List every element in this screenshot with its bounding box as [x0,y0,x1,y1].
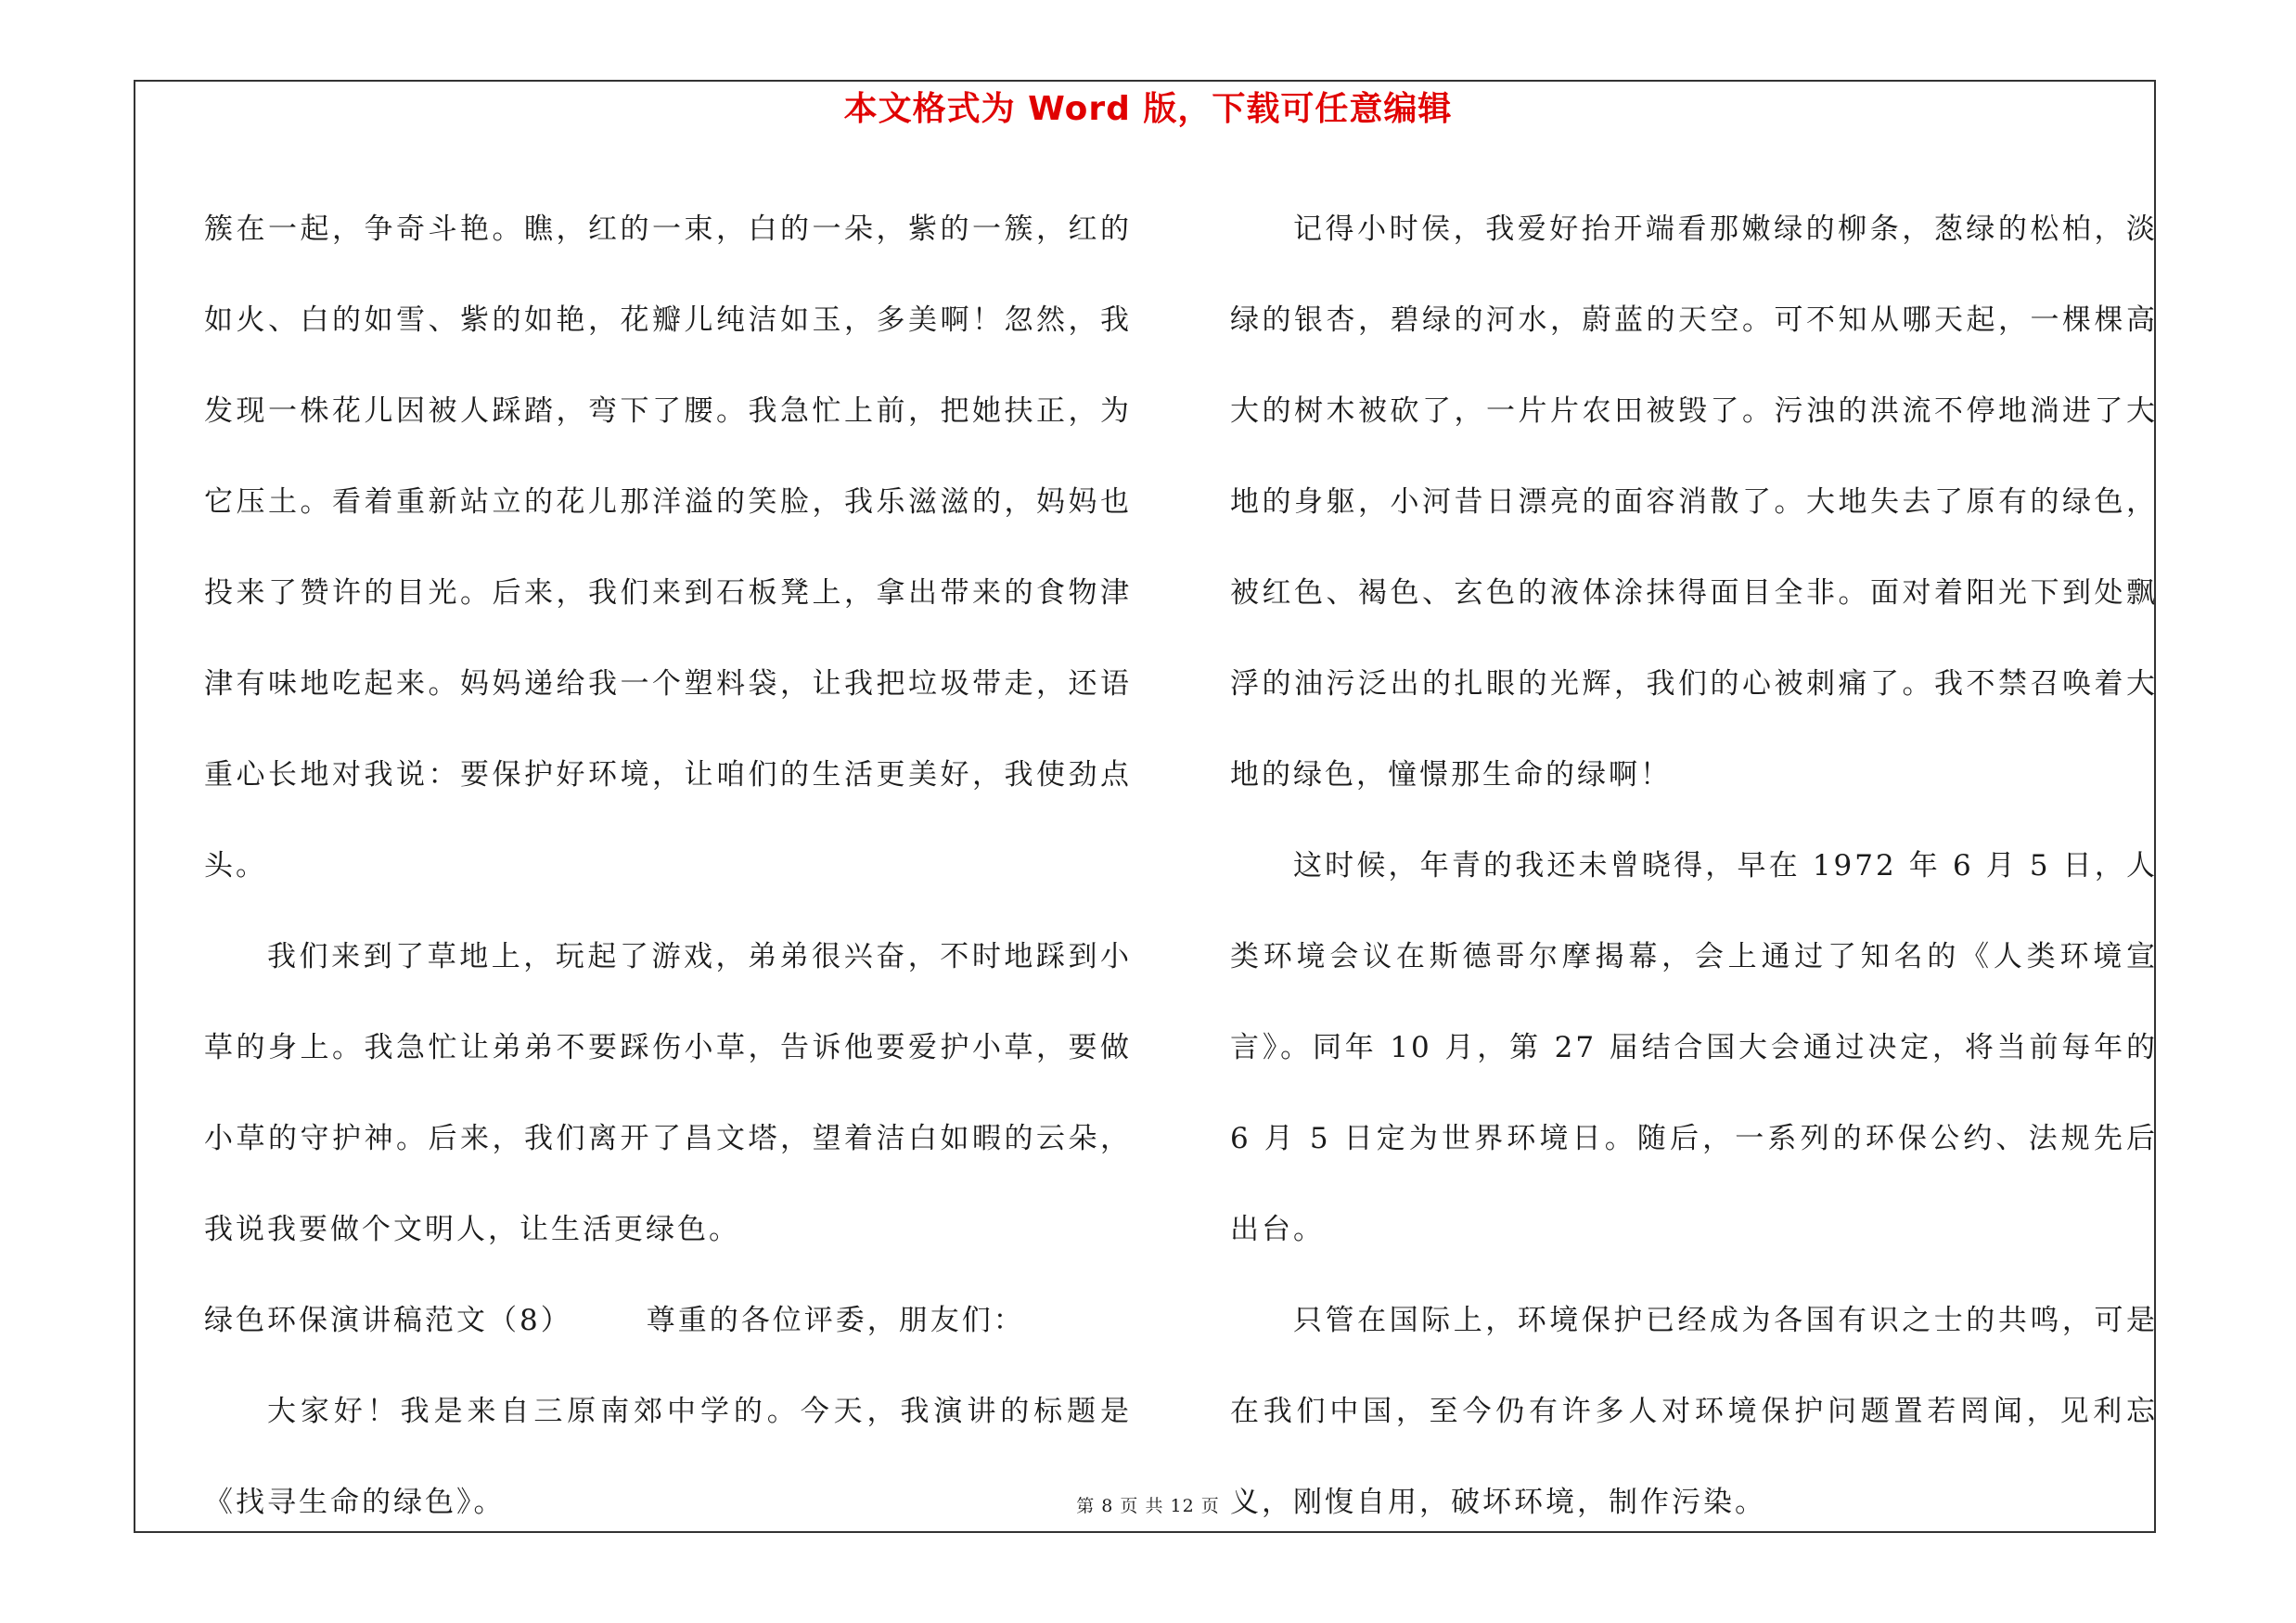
section-heading-line [204,1275,1132,1366]
paragraph: 簇在一起，争奇斗艳。瞧，红的一束，白的一朵，紫的一簇，红的如火、白的如雪、紫的如艳，花瓣儿纯洁如玉，多美啊！忽然，我发现一株花儿因被人踩踏，弯下了腰。我急忙上前，把她扶正，为它压土。看着重新站立的花儿那洋溢的笑脸，我乐滋滋的，妈妈也投来了赞许的目光。后来，我们来到石板凳上，拿出带来的食物津津有味地吃起来。妈妈递给我一个塑料袋，让我把垃圾带走，还语重心长地对我说：要保护好环境，让咱们的生活更美好，我使劲点头。 [204,213,1132,882]
paragraph: 只管在国际上，环境保护已经成为各国有识之士的共鸣，可是在我们中国，至今仍有许多人对环境保护问题置若罔闻，见利忘义，刚愎自用，破坏环境，制作污染。 [1230,1304,2158,1519]
right-column [1230,184,2158,1548]
salutation: 尊重的各位评委，朋友们： [646,1304,1025,1337]
format-banner: 本文格式为 Word 版，下载可任意编辑 [843,90,1453,128]
paragraph: 我们来到了草地上，玩起了游戏，弟弟很兴奋，不时地踩到小草的身上。我急忙让弟弟不要踩伤小草，告诉他要爱护小草，要做小草的守护神。后来，我们离开了昌文塔，望着洁白如暇的云朵，我说我要做个文明人，让生活更绿色。 [204,940,1132,1246]
paragraph: 这时候，年青的我还未曾晓得，早在 1972 年 6 月 5 日，人类环境会议在斯德哥尔摩揭幕，会上通过了知名的《人类环境宣言》。同年 10 月，第 27 届结合国大会通过决定，将当前每年的 6 月 5 日定为世界环境日。随后，一系列的环保公约、法规先后出台。 [1230,849,2158,1246]
left-column [204,184,1132,1548]
paragraph: 大家好！我是来自三原南郊中学的。今天，我演讲的标题是《找寻生命的绿色》。 [204,1395,1132,1519]
paragraph: 记得小时侯，我爱好抬开端看那嫩绿的柳条，葱绿的松柏，淡绿的银杏，碧绿的河水，蔚蓝的天空。可不知从哪天起，一棵棵高大的树木被砍了，一片片农田被毁了。污浊的洪流不停地淌进了大地的身躯，小河昔日漂亮的面容消散了。大地失去了原有的绿色，被红色、褐色、玄色的液体涂抹得面目全非。面对着阳光下到处飘浮的油污泛出的扎眼的光辉，我们的心被刺痛了。我不禁召唤着大地的绿色，憧憬那生命的绿啊！ [1230,213,2158,792]
page-number: 第 8 页 共 12 页 [1076,1496,1220,1516]
section-heading: 绿色环保演讲稿范文（8） [204,1304,572,1337]
